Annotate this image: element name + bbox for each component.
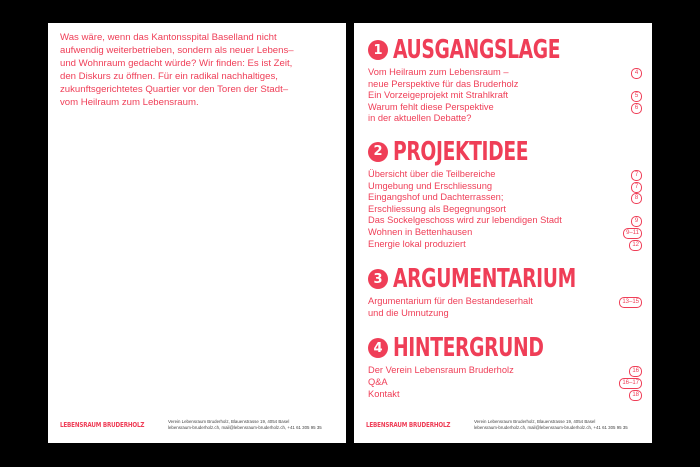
toc-entry — [368, 227, 642, 239]
entry-line: Das Sockelgeschoss wird zur lebendigen Stadt — [368, 215, 562, 226]
address-line: lebensraum-bruderholz.ch, mail@lebensraum-bruderholz.ch, +41 61 305 95 35 — [168, 425, 322, 430]
intro-line: zukunftsgerichtetes Quartier vor den Toren der Stadt– — [60, 84, 289, 95]
logo: LEBENSRAUM BRUDERHOLZ — [60, 421, 145, 429]
intro-text — [60, 31, 330, 109]
toc-entry — [368, 377, 642, 389]
section-number-badge: 1 — [368, 40, 388, 60]
section-heading — [368, 333, 642, 363]
entry-line: und die Umnutzung — [368, 307, 449, 318]
right-page — [354, 23, 652, 443]
left-page — [48, 23, 346, 443]
entry-line: Der Verein Lebensraum Bruderholz — [368, 365, 514, 376]
entry-line: Wohnen in Bettenhausen — [368, 226, 473, 237]
logo: LEBENSRAUM BRUDERHOLZ — [366, 421, 451, 429]
section-title: PROJEKTIDEE — [393, 136, 529, 167]
section-heading — [368, 35, 642, 65]
section-heading — [368, 137, 642, 167]
entry-line: neue Perspektive für das Bruderholz — [368, 78, 519, 89]
entry-line: Erschliessung als Begegnungsort — [368, 203, 506, 214]
toc-entry — [368, 296, 642, 319]
entry-list — [368, 296, 642, 319]
entry-line: in der aktuellen Debatte? — [368, 113, 472, 124]
page-number-badge: 5 — [631, 91, 642, 102]
toc-entry — [368, 192, 642, 215]
page-number-badge: 18 — [629, 390, 642, 401]
entry-list — [368, 365, 642, 400]
page-number-badge: 4 — [631, 68, 642, 79]
entry-line: Energie lokal produziert — [368, 238, 466, 249]
toc-section — [368, 333, 642, 400]
intro-line: und Wohnraum gedacht würde? Wir finden: Es ist Zeit, — [60, 58, 293, 69]
toc-entry — [368, 389, 642, 401]
intro-line: Was wäre, wenn das Kantonsspital Baselland nicht — [60, 32, 277, 43]
entry-line: Eingangshof und Dachterrassen; — [368, 192, 504, 203]
address-line: Verein Lebensraum Bruderholz, Blauenstrasse 19, 4054 Basel — [168, 419, 290, 424]
table-of-contents — [368, 35, 642, 400]
address — [168, 419, 322, 431]
toc-section — [368, 35, 642, 125]
entry-line: Q&A — [368, 376, 388, 387]
page-number-badge: 9–11 — [623, 228, 642, 239]
section-number-badge: 2 — [368, 142, 388, 162]
intro-line: vom Heilraum zum Lebensraum. — [60, 97, 199, 108]
address-line: lebensraum-bruderholz.ch, mail@lebensraum-bruderholz.ch, +41 61 305 95 35 — [474, 425, 628, 430]
toc-section — [368, 264, 642, 319]
page-number-badge: 6 — [631, 103, 642, 114]
toc-entry — [368, 215, 642, 227]
section-title: ARGUMENTARIUM — [393, 264, 576, 295]
page-number-badge: 12 — [629, 240, 642, 251]
toc-entry — [368, 67, 642, 90]
section-number-badge: 4 — [368, 338, 388, 358]
intro-line: aufwendig weiterbetrieben, sondern als neuer Lebens– — [60, 45, 294, 56]
entry-line: Umgebung und Erschliessung — [368, 180, 493, 191]
page-number-badge: 9 — [631, 216, 642, 227]
section-heading — [368, 264, 642, 294]
entry-line: Warum fehlt diese Perspektive — [368, 101, 494, 112]
page-number-badge: 7 — [631, 170, 642, 181]
toc-entry — [368, 181, 642, 193]
section-title: AUSGANGSLAGE — [393, 35, 561, 65]
entry-line: Ein Vorzeigeprojekt mit Strahlkraft — [368, 90, 509, 101]
page-number-badge: 16–17 — [619, 378, 642, 389]
toc-section — [368, 137, 642, 250]
page-number-badge: 8 — [631, 193, 642, 204]
entry-list — [368, 67, 642, 125]
toc-entry — [368, 90, 642, 102]
page-number-badge: 13–15 — [619, 297, 642, 308]
section-title: HINTERGRUND — [393, 333, 544, 364]
entry-list — [368, 169, 642, 250]
entry-line: Übersicht über die Teilbereiche — [368, 168, 496, 179]
page-number-badge: 7 — [631, 182, 642, 193]
toc-entry — [368, 169, 642, 181]
toc-entry — [368, 365, 642, 377]
toc-entry — [368, 239, 642, 251]
footer — [60, 419, 338, 433]
toc-entry — [368, 102, 642, 125]
footer — [366, 419, 644, 433]
entry-line: Vom Heilraum zum Lebensraum – — [368, 67, 509, 77]
entry-line: Kontakt — [368, 388, 400, 399]
address — [474, 419, 628, 431]
page-number-badge: 16 — [629, 366, 642, 377]
intro-line: den Diskurs zu öffnen. Für ein radikal nachhaltiges, — [60, 71, 278, 82]
address-line: Verein Lebensraum Bruderholz, Blauenstrasse 19, 4054 Basel — [474, 419, 596, 424]
entry-line: Argumentarium für den Bestandeserhalt — [368, 296, 533, 307]
section-number-badge: 3 — [368, 269, 388, 289]
